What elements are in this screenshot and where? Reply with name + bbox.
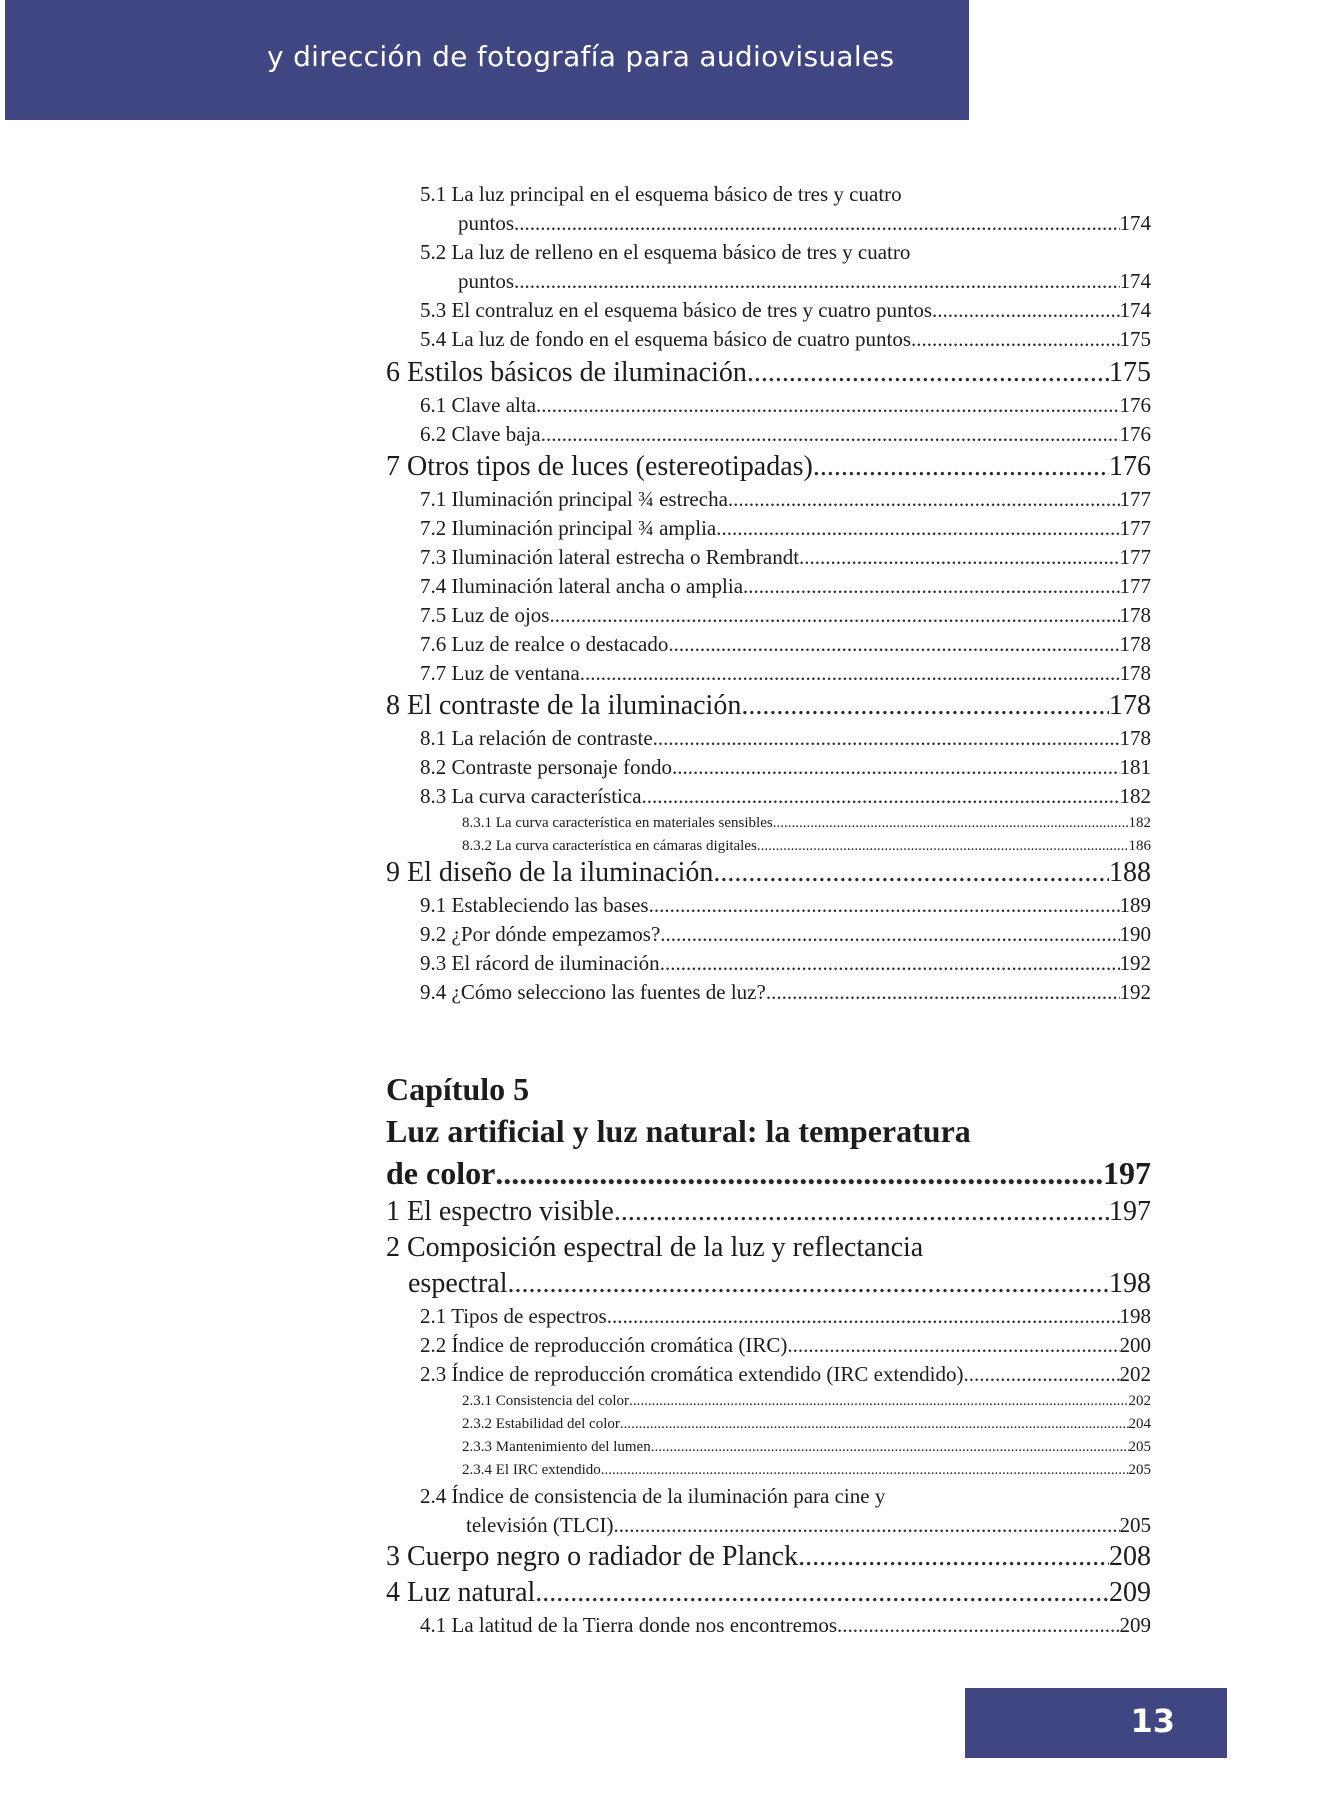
toc-entry-text: 8.1 La relación de contraste: [420, 726, 653, 750]
toc-entry-5-4[interactable]: [386, 327, 1151, 352]
leader-dots: [614, 1196, 1109, 1228]
toc-page-number: 177: [1119, 545, 1151, 569]
toc-page-number: 198: [1119, 1304, 1151, 1328]
leader-dots: [798, 1541, 1109, 1573]
toc-entry-text: puntos: [458, 211, 515, 235]
toc-page-number: 177: [1119, 516, 1151, 540]
toc-entry-text: 6.2 Clave baja: [420, 422, 541, 446]
toc-page-number: 178: [1109, 690, 1151, 721]
toc-entry-5-2[interactable]: [386, 269, 1151, 294]
toc-entry-4-1[interactable]: [386, 1613, 1151, 1638]
toc-entry-text: 8 El contraste de la iluminación: [386, 690, 742, 721]
leader-dots: [514, 211, 1119, 236]
toc-entry-text: televisión (TLCI): [466, 1513, 614, 1537]
leader-dots: [541, 422, 1120, 447]
toc-entry-text: puntos: [458, 269, 515, 293]
toc-page-number: 197: [1103, 1155, 1151, 1191]
toc-entry-text: 2.3.4 El IRC extendido: [462, 1462, 601, 1478]
toc-page-number: 177: [1119, 574, 1151, 598]
leader-dots: [580, 661, 1120, 686]
toc-page-number: 174: [1119, 211, 1151, 235]
leader-dots: [787, 1333, 1119, 1358]
running-header: y dirección de fotografía para audiovisuales: [267, 40, 895, 73]
toc-page-number: 176: [1119, 393, 1151, 417]
toc-entry-text: 7.1 Iluminación principal ¾ estrecha: [420, 487, 728, 511]
toc-entry-text: 7 Otros tipos de luces (estereotipadas): [386, 451, 813, 482]
toc-entry-text: 8.3.1 La curva característica en materiales sensibles: [462, 815, 773, 831]
toc-entry-2-3-2[interactable]: [386, 1416, 1151, 1433]
toc-entry-text: 7.2 Iluminación principal ¾ amplia: [420, 516, 717, 540]
leader-dots: [728, 487, 1120, 512]
toc-page-number: 209: [1119, 1613, 1151, 1637]
toc-page-number: 190: [1119, 922, 1151, 946]
toc-page-number: 204: [1128, 1416, 1151, 1432]
leader-dots: [660, 922, 1119, 947]
leader-dots: [932, 298, 1120, 323]
toc-entry-text: de color: [386, 1155, 496, 1191]
toc-entry-text: 9.1 Estableciendo las bases: [420, 893, 649, 917]
chapter-title-line1: Luz artificial y luz natural: la temperatura: [386, 1113, 971, 1149]
toc-entry-9-3[interactable]: [386, 951, 1151, 976]
leader-dots: [837, 1613, 1120, 1638]
toc-page-number: 192: [1119, 951, 1151, 975]
toc-page-number: 189: [1119, 893, 1151, 917]
toc-entry-text: 2.3.3 Mantenimiento del lumen: [462, 1439, 651, 1455]
toc-page-number: 197: [1109, 1196, 1151, 1227]
toc-entry-2-2[interactable]: [386, 1333, 1151, 1358]
leader-dots: [514, 269, 1119, 294]
toc-page-number: 202: [1119, 1362, 1151, 1386]
toc-entry-5-1-line1: 5.1 La luz principal en el esquema básico de tres y cuatro: [420, 182, 902, 206]
toc-entry-text: 6 Estilos básicos de iluminación: [386, 357, 747, 388]
toc-entry-text: 3 Cuerpo negro o radiador de Planck: [386, 1541, 799, 1572]
header-band: [5, 0, 969, 120]
chapter-label: Capítulo 5: [386, 1071, 530, 1107]
leader-dots: [607, 1304, 1120, 1329]
leader-dots: [536, 393, 1119, 418]
page-number: 13: [1130, 1702, 1175, 1740]
leader-dots: [601, 1462, 1129, 1479]
leader-dots: [672, 755, 1120, 780]
leader-dots: [743, 574, 1119, 599]
leader-dots: [911, 327, 1119, 352]
toc-page-number: 175: [1109, 357, 1151, 388]
toc-page-number: 192: [1119, 980, 1151, 1004]
toc-entry-text: 8.2 Contraste personaje fondo: [420, 755, 672, 779]
toc-entry-9-4[interactable]: [386, 980, 1151, 1005]
leader-dots: [642, 784, 1120, 809]
toc-section-4[interactable]: [386, 1577, 1151, 1609]
toc-entry-2-3-1[interactable]: [386, 1393, 1151, 1410]
toc-section-6[interactable]: [386, 357, 1151, 389]
toc-entry-text: 9 El diseño de la iluminación: [386, 857, 714, 888]
toc-page-number: 174: [1119, 269, 1151, 293]
toc-page-number: 198: [1109, 1268, 1151, 1299]
toc-page-number: 208: [1109, 1541, 1151, 1572]
leader-dots: [651, 1439, 1129, 1456]
toc-entry-2-3[interactable]: [386, 1362, 1151, 1387]
toc-page-number: 205: [1119, 1513, 1151, 1537]
toc-entry-text: 5.3 El contraluz en el esquema básico de tres y cuatro puntos: [420, 298, 932, 322]
toc-section-9[interactable]: [386, 857, 1151, 889]
leader-dots: [620, 1416, 1129, 1433]
leader-dots: [660, 951, 1120, 976]
leader-dots: [629, 1393, 1128, 1410]
toc-entry-6-2[interactable]: [386, 422, 1151, 447]
toc-page-number: 177: [1119, 487, 1151, 511]
toc-entry-5-3[interactable]: [386, 298, 1151, 323]
toc-section-3[interactable]: [386, 1541, 1151, 1573]
toc-entry-2-3-3[interactable]: [386, 1439, 1151, 1456]
toc-entry-text: 9.4 ¿Cómo selecciono las fuentes de luz?: [420, 980, 766, 1004]
toc-entry-text: 2.3 Índice de reproducción cromática extendido (IRC extendido): [420, 1362, 964, 1386]
toc-entry-6-1[interactable]: [386, 393, 1151, 418]
toc-entry-7-5[interactable]: [386, 603, 1151, 628]
toc-entry-text: 2.3.1 Consistencia del color: [462, 1393, 630, 1409]
toc-entry-text: 7.5 Luz de ojos: [420, 603, 550, 627]
toc-entry-2-3-4[interactable]: [386, 1462, 1151, 1479]
toc-entry-text: 4.1 La latitud de la Tierra donde nos encontremos: [420, 1613, 837, 1637]
leader-dots: [963, 1362, 1119, 1387]
toc-page-number: 188: [1109, 857, 1151, 888]
toc-page-number: 200: [1119, 1333, 1151, 1357]
toc-section-8[interactable]: [386, 690, 1151, 722]
toc-entry-2-4[interactable]: [386, 1513, 1151, 1538]
leader-dots: [653, 726, 1120, 751]
toc-page-number: 178: [1119, 726, 1151, 750]
toc-entry-7-2[interactable]: [386, 516, 1151, 541]
toc-entry-text: 9.3 El rácord de iluminación: [420, 951, 660, 975]
toc-section-1[interactable]: [386, 1196, 1151, 1228]
toc-page-number: 182: [1119, 784, 1151, 808]
leader-dots: [535, 1577, 1109, 1609]
toc-entry-text: 6.1 Clave alta: [420, 393, 537, 417]
toc-entry-2-1[interactable]: [386, 1304, 1151, 1329]
toc-entry-text: espectral: [408, 1268, 508, 1299]
toc-entry-text: 1 El espectro visible: [386, 1196, 614, 1227]
toc-entry-7-6[interactable]: [386, 632, 1151, 657]
toc-page-number: 178: [1119, 632, 1151, 656]
toc-entry-text: 4 Luz natural: [386, 1577, 536, 1608]
toc-entry-7-3[interactable]: [386, 545, 1151, 570]
toc-entry-7-7[interactable]: [386, 661, 1151, 686]
toc-entry-text: 7.7 Luz de ventana: [420, 661, 580, 685]
toc-entry-text: 2.1 Tipos de espectros: [420, 1304, 607, 1328]
toc-entry-text: 5.4 La luz de fondo en el esquema básico de cuatro puntos: [420, 327, 912, 351]
toc-page-number: 181: [1119, 755, 1151, 779]
toc-page-number: 182: [1128, 815, 1151, 831]
toc-page-number: 176: [1109, 451, 1151, 482]
toc-page-number: 209: [1109, 1577, 1151, 1608]
leader-dots: [741, 690, 1109, 722]
toc-entry-text: 7.4 Iluminación lateral ancha o amplia: [420, 574, 744, 598]
leader-dots: [766, 980, 1120, 1005]
toc-page-number: 176: [1119, 422, 1151, 446]
leader-dots: [773, 815, 1129, 832]
toc-page-number: 202: [1128, 1393, 1151, 1409]
leader-dots: [799, 545, 1119, 570]
toc-entry-text: 7.6 Luz de realce o destacado: [420, 632, 669, 656]
toc-entry-8-3[interactable]: [386, 784, 1151, 809]
toc-entry-text: 2.2 Índice de reproducción cromática (IRC): [420, 1333, 788, 1357]
toc-entry-5-2-line1: 5.2 La luz de relleno en el esquema básico de tres y cuatro: [420, 240, 911, 264]
toc-entry-text: 2.3.2 Estabilidad del color: [462, 1416, 620, 1432]
toc-entry-7-1[interactable]: [386, 487, 1151, 512]
toc-page-number: 205: [1128, 1462, 1151, 1478]
toc-entry-text: 8.3 La curva característica: [420, 784, 642, 808]
toc-page-number: 178: [1119, 661, 1151, 685]
toc-entry-5-1[interactable]: [386, 211, 1151, 236]
toc-entry-7-4[interactable]: [386, 574, 1151, 599]
toc-entry-9-1[interactable]: [386, 893, 1151, 918]
toc-page-number: 186: [1128, 838, 1151, 854]
toc-section-7[interactable]: [386, 451, 1151, 483]
leader-dots: [757, 838, 1129, 855]
leader-dots: [495, 1155, 1103, 1192]
leader-dots: [813, 451, 1109, 483]
chapter-title-entry[interactable]: [386, 1155, 1151, 1192]
leader-dots: [649, 893, 1120, 918]
toc-entry-text: 7.3 Iluminación lateral estrecha o Rembrandt: [420, 545, 800, 569]
toc-page-number: 175: [1119, 327, 1151, 351]
toc-page-number: 178: [1119, 603, 1151, 627]
toc-entry-text: 9.2 ¿Por dónde empezamos?: [420, 922, 661, 946]
leader-dots: [508, 1268, 1110, 1300]
toc-page-number: 174: [1119, 298, 1151, 322]
leader-dots: [713, 857, 1109, 889]
toc-entry-8-3-2[interactable]: [386, 838, 1151, 855]
toc-page-number: 205: [1128, 1439, 1151, 1455]
toc-entry-8-1[interactable]: [386, 726, 1151, 751]
toc-entry-2-4-line1: 2.4 Índice de consistencia de la iluminación para cine y: [420, 1484, 886, 1508]
leader-dots: [747, 357, 1109, 389]
toc-section-2[interactable]: [386, 1268, 1151, 1300]
toc-entry-8-3-1[interactable]: [386, 815, 1151, 832]
toc-entry-text: 8.3.2 La curva característica en cámaras digitales: [462, 838, 757, 854]
toc-entry-9-2[interactable]: [386, 922, 1151, 947]
leader-dots: [549, 603, 1119, 628]
toc-entry-8-2[interactable]: [386, 755, 1151, 780]
leader-dots: [716, 516, 1119, 541]
leader-dots: [668, 632, 1119, 657]
leader-dots: [614, 1513, 1120, 1538]
page-number-box: [965, 1688, 1227, 1758]
toc-section-2-line1: 2 Composición espectral de la luz y reflectancia: [386, 1232, 924, 1263]
